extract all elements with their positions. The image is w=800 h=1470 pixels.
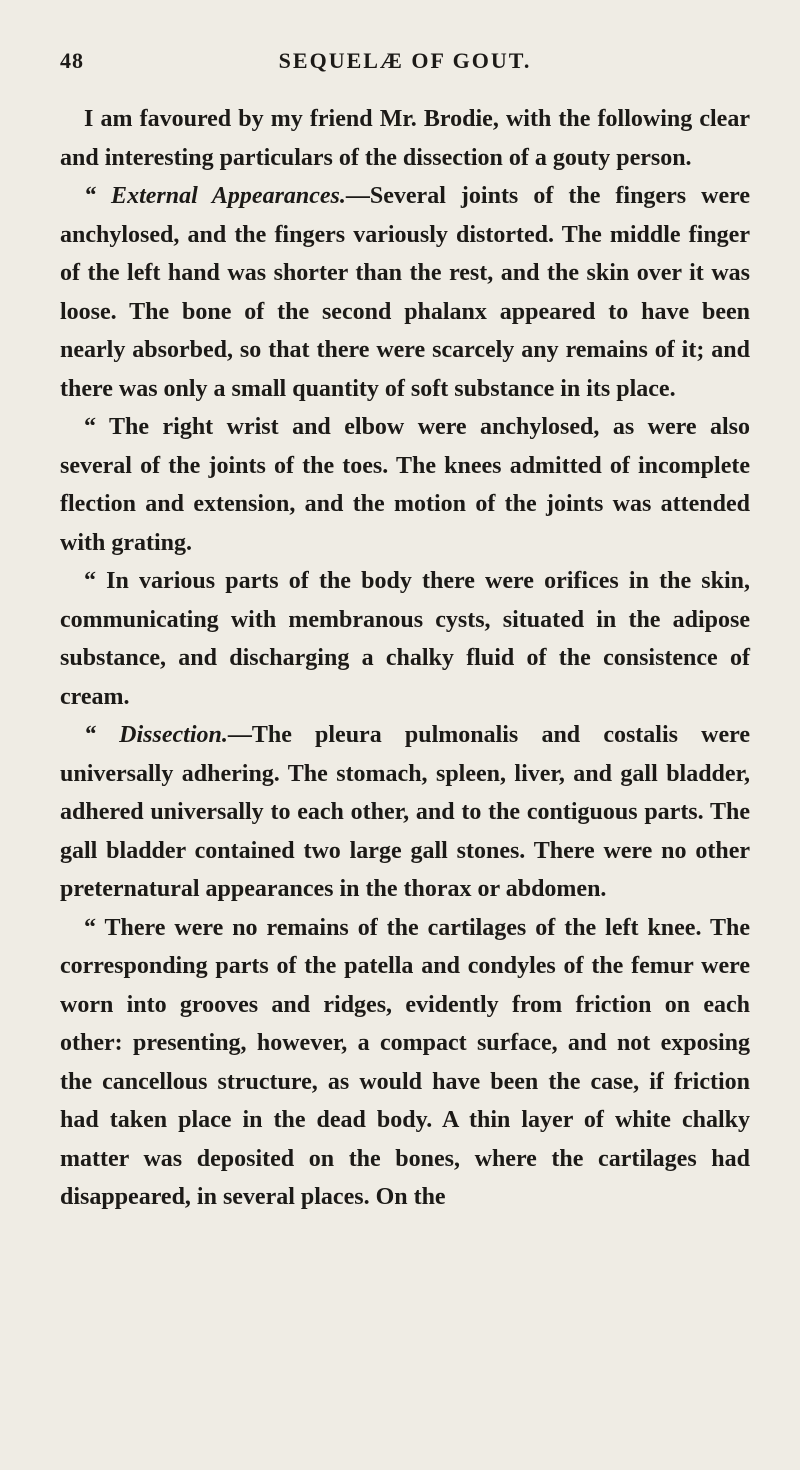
paragraph-text: —Several joints of the fingers were anchylosed, and the fingers variously distorted. The middle finger of the left hand was shorter than the rest, and the skin over it was loose. The bone of the second phalanx appeared to have been nearly absorbed, so that there were scarcely any remains of it; and there was only a small quantity of soft substance in its place.	[60, 183, 750, 402]
paragraph-wrist-elbow	[60, 408, 750, 562]
paragraph-external-appearances	[60, 177, 750, 408]
paragraph-text: —The pleura pulmonalis and costalis were universally adhering. The stomach, spleen, liver, and gall bladder, adhered universally to each other, and to the contiguous parts. The gall bladder contained two large gall stones. There were no other preternatural appearances in the thorax or abdomen.	[60, 722, 751, 902]
section-heading-dissection: “ Dissection.	[84, 722, 228, 748]
paragraph-text: “ The right wrist and elbow were anchylosed, as were also several of the joints of the toes. The knees admitted of incomplete flection and extension, and the motion of the joints was attended with grating.	[60, 414, 750, 556]
paragraph-orifices	[60, 562, 750, 716]
running-head	[60, 48, 750, 88]
paragraph-dissection	[60, 716, 750, 909]
paragraph-cartilages	[60, 909, 750, 1217]
running-title: SEQUELÆ OF GOUT.	[278, 48, 532, 73]
paragraph-text: “ There were no remains of the cartilages of the left knee. The corresponding parts of the patella and condyles of the femur were worn into grooves and ridges, evidently from friction on each other: presenting, however, a compact surface, and not exposing the cancellous structure, as would have been the case, if friction had taken place in the dead body. A thin layer of white chalky matter was deposited on the bones, where the cartilages had disappeared, in several places. On the	[60, 914, 750, 1210]
paragraph-text: “ In various parts of the body there were orifices in the skin, communicating with membranous cysts, situated in the adipose substance, and discharging a chalky fluid of the consistence of cream.	[60, 568, 750, 710]
section-heading-external-appearances: “ External Appearances.	[84, 183, 346, 209]
page-number: 48	[60, 48, 84, 73]
paragraph-text: I am favoured by my friend Mr. Brodie, with the following clear and interesting particulars of the dissection of a gouty person.	[60, 106, 750, 171]
body-text	[60, 100, 750, 1217]
paragraph-intro	[60, 100, 750, 177]
